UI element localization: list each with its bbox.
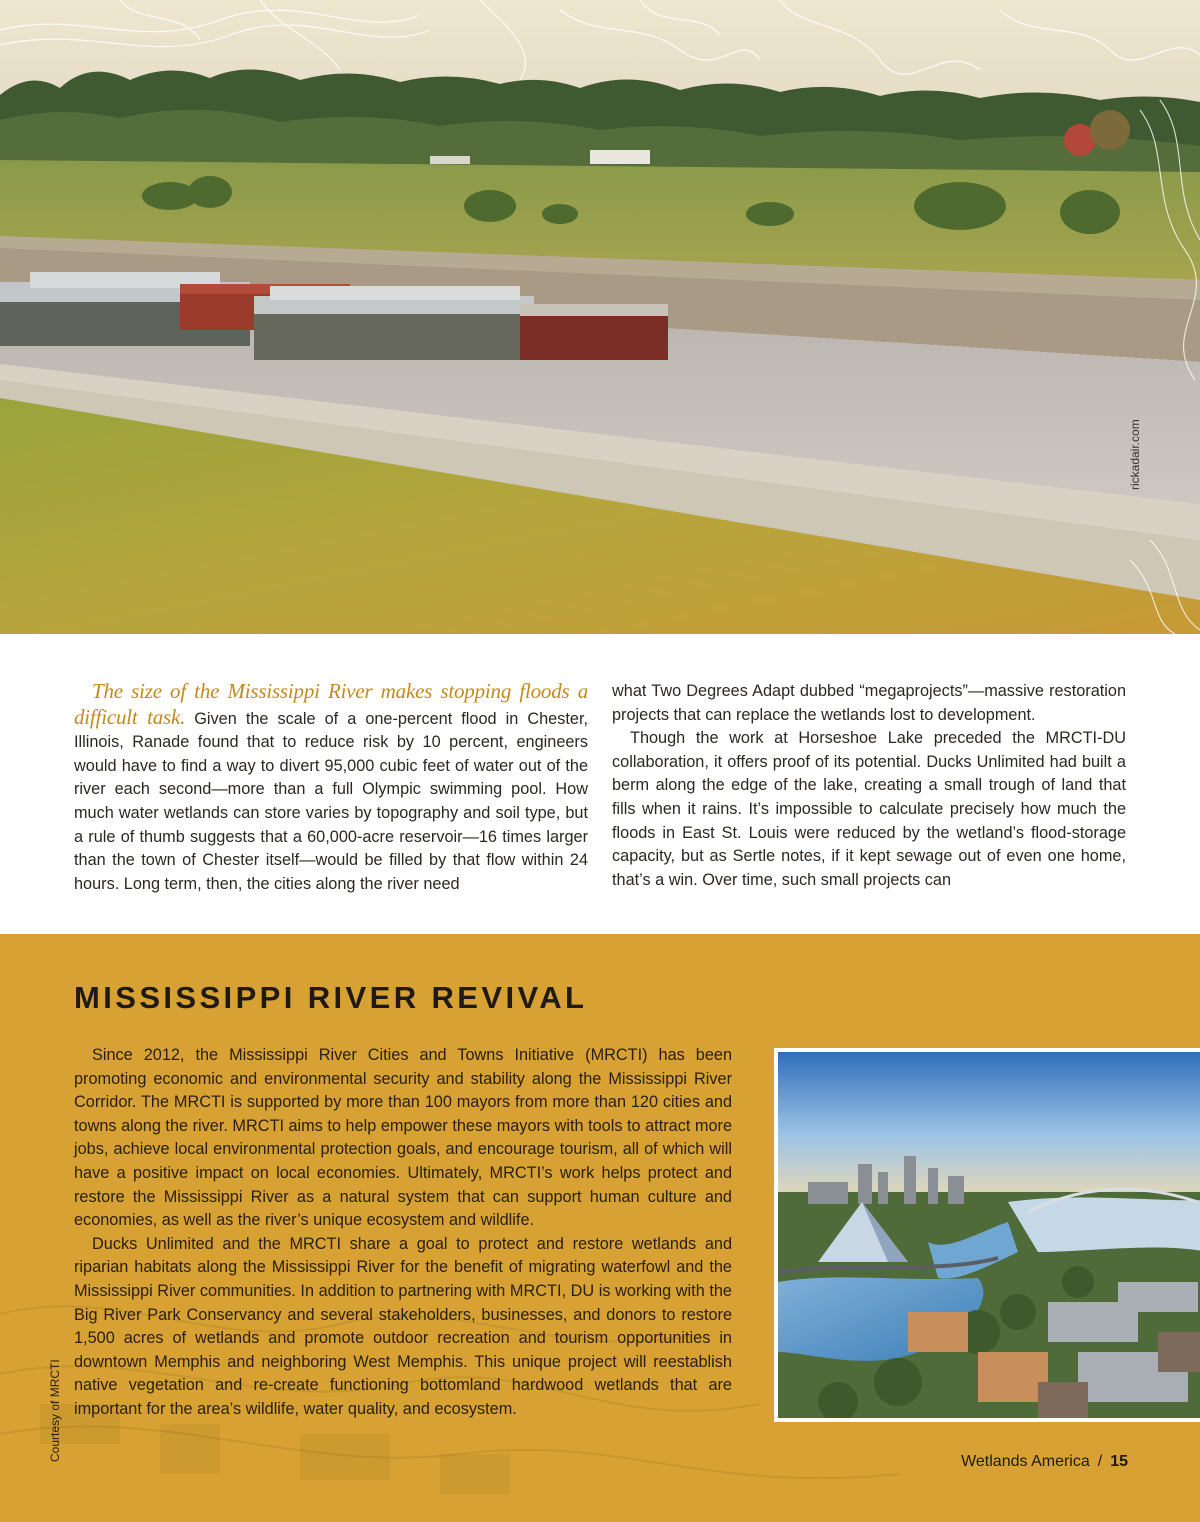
body-text: Given the scale of a one-percent flood in Chester, Illinois, Ranade found that to reduce risk by 10 percent, engineers would have to find a way to divert 95,000 cubic feet of water out of the river each second—more than a full Olympic swimming pool. How much water wetlands can store varies by topography and soil type, but a rule of thumb suggests that a 60,000-acre reservoir—16 times larger than the town of Chester itself—would be filled by that flow within 24 hours. Long term, then, the cities along the river need xyxy=(74,709,588,893)
article-paragraph: Though the work at Horseshoe Lake preceded the MRCTI-DU collaboration, it offers proof of its potential. Ducks Unlimited had built a berm along the edge of the lake, creating a small trough of land that fills when it rains. It’s impossible to calculate precisely how much the floods in East St. Louis were reduced by the wetland’s flood-storage capacity, but as Sertle notes, if it kept sewage out of even one home, that’s a win. Over time, such small projects can xyxy=(612,729,1126,889)
publication-name: Wetlands America xyxy=(961,1453,1090,1470)
city-skyline-photo-icon xyxy=(778,1052,1200,1422)
photo-credit xyxy=(1128,470,1200,490)
page-footer xyxy=(961,1453,1128,1471)
hero-photo xyxy=(0,0,1200,634)
sidebar-paragraph: Ducks Unlimited and the MRCTI share a goal to protect and restore wetlands and riparian habitats along the Mississippi River for the benefit of migrating waterfowl and the Mississippi River communities. In addition to partnering with MRCTI, DU is working with the Big River Park Conservancy and several stakeholders, businesses, and donors to restore 1,500 acres of wetlands and promote outdoor recreation and tourism opportunities in downtown Memphis and neighboring West Memphis. This unique project will reestablish native vegetation and re-create functioning bottomland hardwood wetlands that are important for the area’s wildlife, water quality, and ecosystem. xyxy=(74,1234,732,1418)
footer-separator: / xyxy=(1097,1453,1103,1470)
river-barges-landscape-photo xyxy=(0,0,1200,634)
article-paragraph xyxy=(74,680,588,896)
sidebar-photo-credit: Courtesy of MRCTI xyxy=(48,1359,62,1462)
sidebar-text xyxy=(74,1044,732,1422)
memphis-aerial-photo xyxy=(774,1048,1200,1422)
lead-in: The size of the Mississippi River makes stopping floods a difficult task. xyxy=(74,679,588,729)
article-paragraph: what Two Degrees Adapt dubbed “megaprojects”—massive restoration projects that can replace the wetlands lost to development. xyxy=(612,682,1126,724)
sidebar-title: MISSISSIPPI RIVER REVIVAL xyxy=(74,980,588,1015)
page-number: 15 xyxy=(1110,1453,1128,1470)
article-left-column xyxy=(74,680,588,896)
sidebar-paragraph: Since 2012, the Mississippi River Cities and Towns Initiative (MRCTI) has been promoting economic and environmental security and stability along the Mississippi River Corridor. The MRCTI is supported by more than 100 mayors from more than 120 cities and towns along the river. MRCTI aims to help empower these mayors with tools to attract more jobs, achieve local environmental protection goals, and encourage tourism, all of which will have a positive impact on local economies. Ultimately, MRCTI’s work helps protect and restore the Mississippi River as a natural system that can support human culture and economies, as well as the river’s unique ecosystem and wildlife. xyxy=(74,1046,732,1230)
article-right-column xyxy=(612,680,1126,892)
